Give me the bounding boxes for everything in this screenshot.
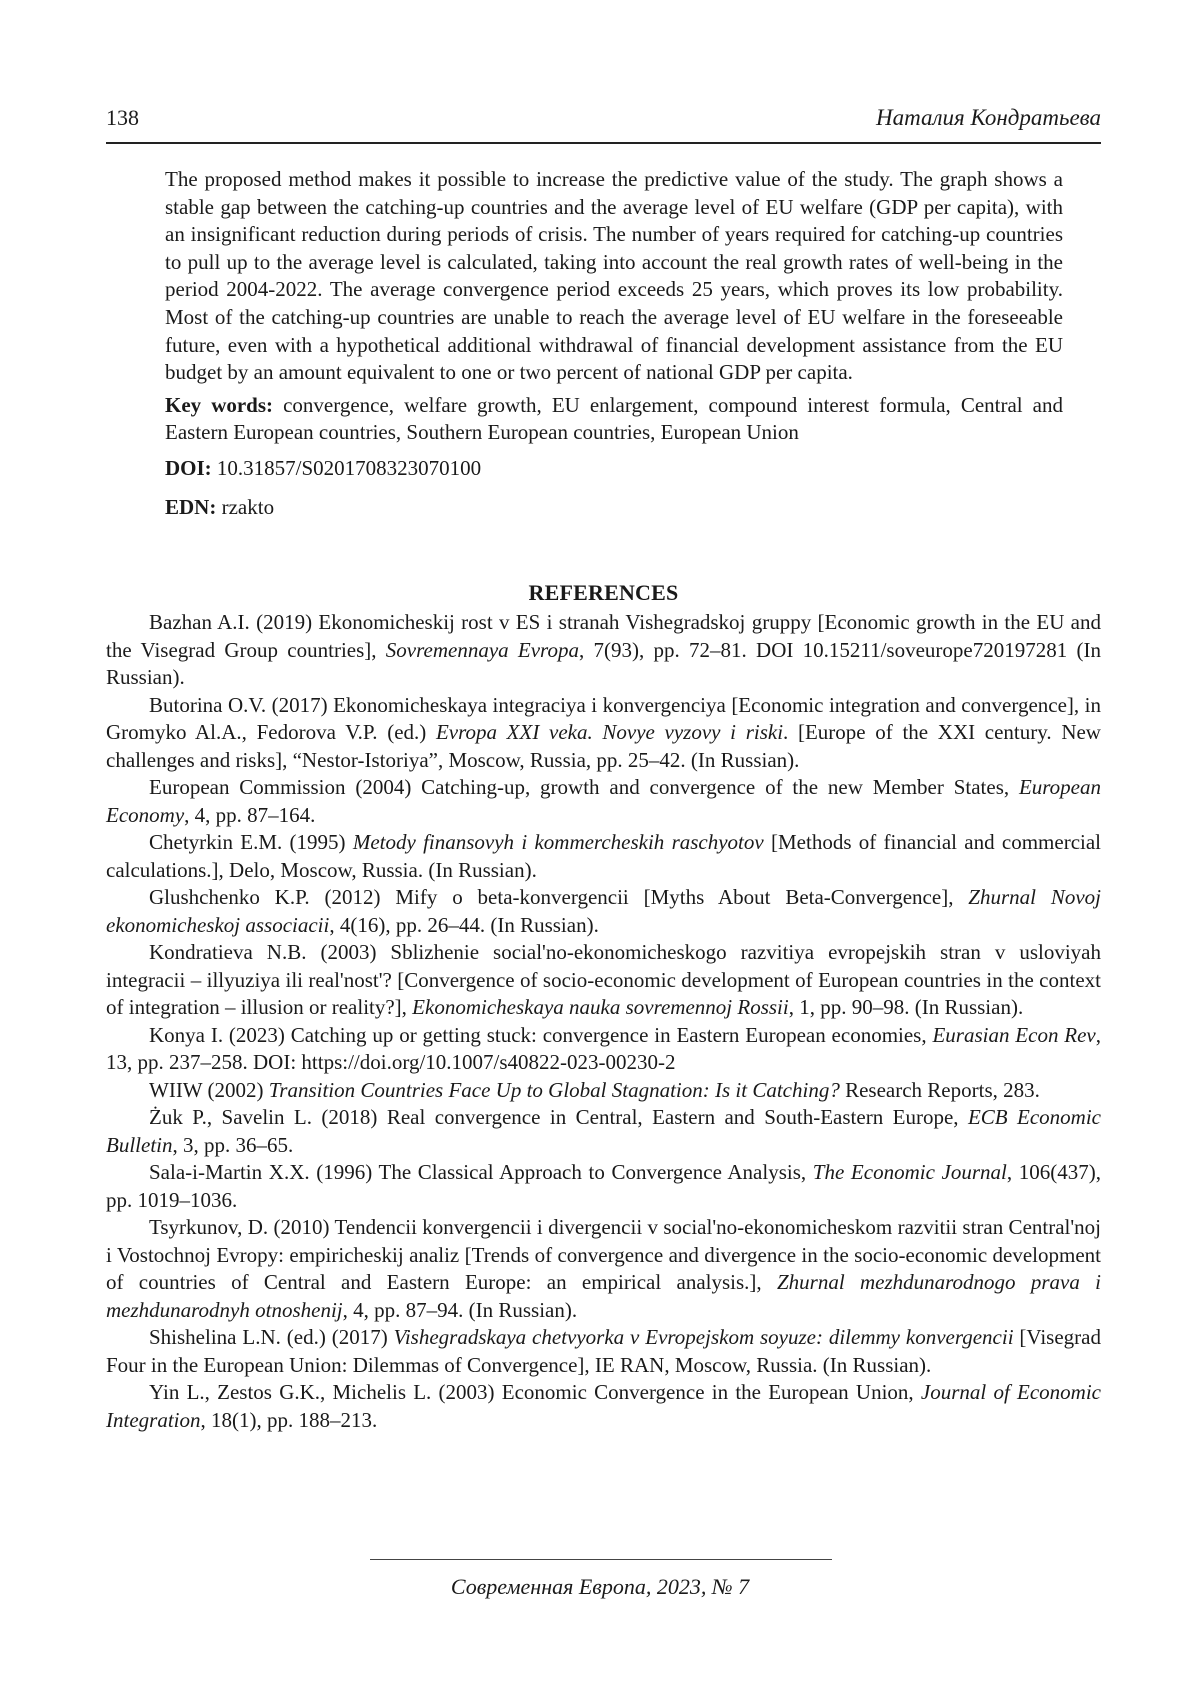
reference-text: Sala-i-Martin X.X. (1996) The Classical Approach to Convergence Analysis, [149,1160,813,1184]
edn-line [165,494,1063,522]
reference-text: , 106(437), pp. 1019–1036. [106,1160,1101,1212]
reference-text: Kondratieva N.B. (2003) Sblizhenie social'no-ekonomicheskogo razvitiya evropejskih stran v usloviyah integracii – illyuziya ili real'nost'? [Convergence of socio-economic development of European countries in the context of integration – illusion or reality?], [106,940,1101,1019]
reference-text: Żuk P., Savelin L. (2018) Real convergence in Central, Eastern and South-Eastern Europe, [149,1105,968,1129]
reference-text: , 4, pp. 87–94. (In Russian). [342,1297,578,1322]
reference-text: , 18(1), pp. 188–213. [200,1407,378,1432]
reference-text: Yin L., Zestos G.K., Michelis L. (2003) Economic Convergence in the European Union, [149,1380,921,1404]
reference-text: Chetyrkin E.M. (1995) [149,830,353,854]
reference-item [106,1214,1101,1324]
journal-footer: Современная Европа, 2023, № 7 [450,1574,750,1599]
reference-title: Evropa XXI veka. Novye vyzovy i riski [435,720,784,744]
reference-item [106,774,1101,829]
abstract-block [165,166,1063,521]
reference-item [106,609,1101,692]
doi-line [165,455,1063,483]
reference-item [106,829,1101,884]
keywords-line [165,392,1063,447]
reference-text: . [Europe of the XXI century. New challenges and risks], “Nestor-Istoriya”, Moscow, Russia, pp. 25–42. (In Russian). [106,720,1101,772]
reference-title: The Economic Journal [812,1160,1007,1184]
reference-item [106,1104,1101,1159]
reference-text: , 4(16), pp. 26–44. (In Russian). [329,912,599,937]
reference-item [106,884,1101,939]
reference-title: Sovremennaya Evropa [385,637,579,662]
reference-text: Butorina O.V. (2017) Ekonomicheskaya integraciya i konvergenciya [Economic integration and convergence], in Gromyko Al.A., Fedorova V.P. (ed.) [106,692,1101,744]
references-heading: REFERENCES [528,580,679,605]
reference-item [106,939,1101,1022]
keywords-text: convergence, welfare growth, EU enlargement, compound interest formula, Central and Eastern European countries, Southern European countries, European Union [165,392,1063,445]
abstract-text: The proposed method makes it possible to increase the predictive value of the study. The graph shows a stable gap between the catching-up countries and the average level of EU welfare (GDP per capita), with an insignificant reduction during periods of crisis. The number of years required for catching-up countries to pull up to the average level is calculated, taking into account the real growth rates of well-being in the period 2004-2022. The average convergence period exceeds 25 years, which proves its low probability. Most of the catching-up countries are unable to reach the average level of EU welfare in the foreseeable future, even with a hypothetical additional withdrawal of financial development assistance from the EU budget by an amount equivalent to one or two percent of national GDP per capita. [165,167,1063,385]
reference-item [106,1379,1101,1434]
reference-title: Zhurnal Novoj ekonomicheskoj associacii [106,885,1101,937]
reference-title: European Economy [106,775,1101,827]
reference-item [106,1159,1101,1214]
reference-text: , 13, pp. 237–258. DOI: https://doi.org/10.1007/s40822-023-00230-2 [106,1022,1102,1074]
reference-text: European Commission (2004) Catching-up, growth and convergence of the new Member States, [149,775,1019,799]
reference-item [106,1022,1101,1077]
reference-title: Transition Countries Face Up to Global Stagnation: Is it Catching? [268,1077,840,1102]
reference-item [106,1077,1101,1105]
page-number: 138 [106,105,139,130]
reference-text: Research Reports, 283. [839,1077,1040,1102]
reference-item [106,1324,1101,1379]
reference-text: , 1, pp. 90–98. (In Russian). [788,995,1024,1019]
running-head: Наталия Кондратьева [875,105,1101,130]
reference-text: [Methods of financial and commercial calculations.], Delo, Moscow, Russia. (In Russian). [106,830,1101,882]
reference-text: WIIW (2002) [149,1077,269,1102]
reference-title: ECB Economic Bulletin [106,1105,1101,1157]
reference-text: Glushchenko K.P. (2012) Mify o beta-konvergencii [Myths About Beta-Convergence], [149,885,969,909]
edn-value: rzakto [221,494,275,519]
reference-title: Eurasian Econ Rev [932,1022,1096,1047]
reference-title: Metody finansovyh i kommercheskih raschyotov [352,830,764,854]
reference-title: Journal of Economic Integration [106,1380,1101,1432]
reference-text: , 3, pp. 36–65. [172,1132,294,1157]
reference-text: Bazhan A.I. (2019) Ekonomicheskij rost v ES i stranah Vishegradskoj gruppy [Economic growth in the EU and the Visegrad Group countries], [106,610,1101,662]
reference-text: Konya I. (2023) Catching up or getting stuck: convergence in Eastern European economies, [149,1022,933,1047]
header-rule [106,142,1101,144]
reference-title: Vishegradskaya chetvyorka v Evropejskom soyuze: dilemmy konvergencii [393,1325,1014,1349]
reference-list [106,609,1101,1434]
reference-title: Zhurnal mezhdunarodnogo prava i mezhdunarodnyh otnoshenij [106,1270,1101,1322]
reference-title: Ekonomicheskaya nauka sovremennoj Rossii [412,995,789,1019]
footer-rule [370,1559,832,1560]
reference-text: Shishelina L.N. (ed.) (2017) [149,1325,394,1349]
reference-item [106,692,1101,775]
doi-value: 10.31857/S0201708323070100 [216,455,482,480]
doi-label: DOI: [165,455,212,480]
reference-text: [Visegrad Four in the European Union: Dilemmas of Convergence], IE RAN, Moscow, Russia. (In Russian). [106,1325,1101,1377]
reference-text: Tsyrkunov, D. (2010) Tendencii konvergencii i divergencii v social'no-ekonomicheskom razvitii stran Central'noj i Vostochnoj Evropy: empiricheskij analiz [Trends of convergence and divergence in the socio-economic development of countries of Central and Eastern Europe: an empirical analysis.], [106,1215,1101,1294]
edn-label: EDN: [165,494,217,519]
keywords-label: Key words: [165,392,274,417]
reference-text: , 7(93), pp. 72–81. DOI 10.15211/soveurope720197281 (In Russian). [106,637,1101,689]
reference-text: , 4, pp. 87–164. [184,802,316,827]
